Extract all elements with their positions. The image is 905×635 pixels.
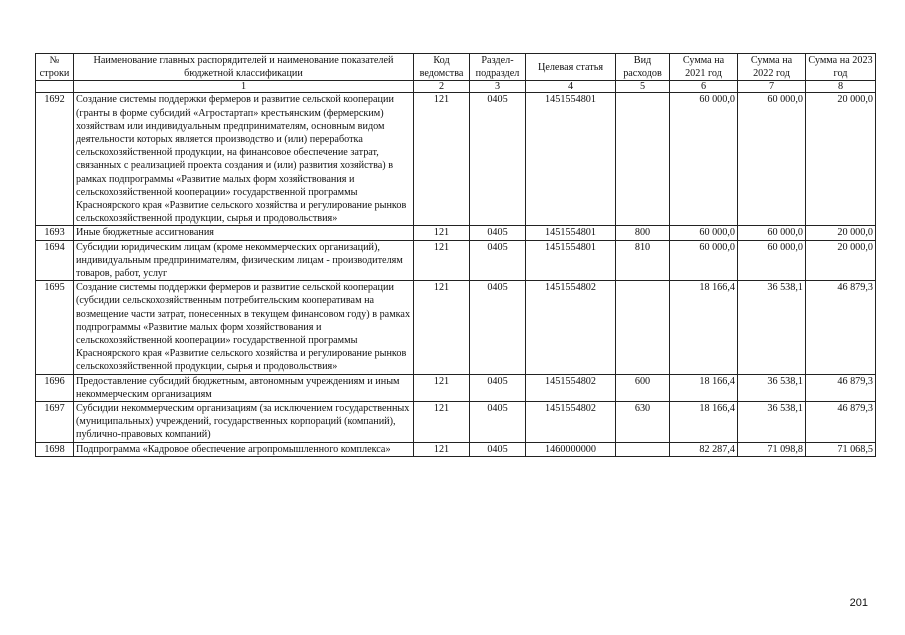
row-number: 1693 (36, 226, 74, 240)
row-name: Субсидии юридическим лицам (кроме некоммерческих организаций), индивидуальным предпринимателям, физическим лицам - производителям товаров, работ, услуг (74, 240, 414, 281)
row-expense-type: 600 (616, 374, 670, 401)
row-sum-2022: 71 098,8 (738, 442, 806, 456)
row-sum-2022: 60 000,0 (738, 93, 806, 226)
row-dept-code: 121 (414, 93, 470, 226)
row-dept-code: 121 (414, 281, 470, 374)
row-sum-2023: 46 879,3 (806, 402, 876, 443)
row-name: Создание системы поддержки фермеров и развитие сельской кооперации (субсидии сельскохозяйственным потребительским кооперативам на возмещение части затрат, понесенных в текущем финансовом году) в рамках подпрограммы «Развитие малых форм хозяйствования и сельскохозяйственной кооперации» государственной программы Красноярского края «Развитие сельского хозяйства и регулирование рынков сельскохозяйственной продукции, сырья и продовольствия» (74, 281, 414, 374)
table-row (36, 442, 876, 456)
row-sum-2021: 60 000,0 (670, 240, 738, 281)
row-sum-2023: 71 068,5 (806, 442, 876, 456)
row-number: 1696 (36, 374, 74, 401)
header-sum-2023: Сумма на 2023 год (806, 54, 876, 81)
row-section: 0405 (470, 226, 526, 240)
row-dept-code: 121 (414, 374, 470, 401)
header-sum-2022: Сумма на 2022 год (738, 54, 806, 81)
table-body (36, 93, 876, 456)
row-target-article: 1451554801 (526, 93, 616, 226)
column-number: 1 (74, 81, 414, 93)
column-number (36, 81, 74, 93)
row-sum-2023: 20 000,0 (806, 240, 876, 281)
column-number: 8 (806, 81, 876, 93)
table-row (36, 93, 876, 226)
row-sum-2023: 20 000,0 (806, 226, 876, 240)
row-section: 0405 (470, 93, 526, 226)
row-section: 0405 (470, 374, 526, 401)
row-sum-2021: 60 000,0 (670, 226, 738, 240)
header-section: Раздел-подраздел (470, 54, 526, 81)
row-target-article: 1451554801 (526, 240, 616, 281)
row-number: 1695 (36, 281, 74, 374)
row-expense-type: 800 (616, 226, 670, 240)
row-target-article: 1451554802 (526, 281, 616, 374)
row-dept-code: 121 (414, 226, 470, 240)
row-number: 1698 (36, 442, 74, 456)
row-sum-2023: 46 879,3 (806, 281, 876, 374)
row-dept-code: 121 (414, 442, 470, 456)
row-section: 0405 (470, 402, 526, 443)
row-target-article: 1451554802 (526, 374, 616, 401)
row-number: 1697 (36, 402, 74, 443)
row-sum-2022: 60 000,0 (738, 240, 806, 281)
header-row (36, 54, 876, 81)
row-number: 1694 (36, 240, 74, 281)
table-row (36, 402, 876, 443)
row-sum-2021: 60 000,0 (670, 93, 738, 226)
row-sum-2023: 20 000,0 (806, 93, 876, 226)
row-expense-type (616, 93, 670, 226)
column-number-row (36, 81, 876, 93)
row-dept-code: 121 (414, 402, 470, 443)
table-row (36, 374, 876, 401)
row-name: Подпрограмма «Кадровое обеспечение агропромышленного комплекса» (74, 442, 414, 456)
table-header (36, 54, 876, 93)
header-dept-code: Код ведомства (414, 54, 470, 81)
budget-table (35, 53, 876, 457)
row-target-article: 1460000000 (526, 442, 616, 456)
row-sum-2021: 82 287,4 (670, 442, 738, 456)
row-name: Предоставление субсидий бюджетным, автономным учреждениям и иным некоммерческим организациям (74, 374, 414, 401)
header-name: Наименование главных распорядителей и наименование показателей бюджетной классификации (74, 54, 414, 81)
row-target-article: 1451554802 (526, 402, 616, 443)
row-name: Субсидии некоммерческим организациям (за исключением государственных (муниципальных) учреждений, государственных корпораций (компаний), публично-правовых компаний) (74, 402, 414, 443)
column-number: 6 (670, 81, 738, 93)
header-target-article: Целевая статья (526, 54, 616, 81)
column-number: 4 (526, 81, 616, 93)
column-number: 2 (414, 81, 470, 93)
row-name: Иные бюджетные ассигнования (74, 226, 414, 240)
row-sum-2021: 18 166,4 (670, 281, 738, 374)
table-row (36, 240, 876, 281)
row-target-article: 1451554801 (526, 226, 616, 240)
header-expense-type: Вид расходов (616, 54, 670, 81)
column-number: 7 (738, 81, 806, 93)
column-number: 3 (470, 81, 526, 93)
row-sum-2023: 46 879,3 (806, 374, 876, 401)
header-sum-2021: Сумма на 2021 год (670, 54, 738, 81)
row-number: 1692 (36, 93, 74, 226)
page-number: 201 (849, 597, 868, 609)
row-sum-2022: 36 538,1 (738, 281, 806, 374)
row-sum-2021: 18 166,4 (670, 374, 738, 401)
row-section: 0405 (470, 442, 526, 456)
row-sum-2021: 18 166,4 (670, 402, 738, 443)
row-section: 0405 (470, 240, 526, 281)
row-expense-type (616, 442, 670, 456)
row-dept-code: 121 (414, 240, 470, 281)
column-number: 5 (616, 81, 670, 93)
row-name: Создание системы поддержки фермеров и развитие сельской кооперации (гранты в форме субсидий «Агростартап» крестьянским (фермерским) хозяйствам или индивидуальным предпринимателям, основным видом деятельности которых является производство и (или) переработка сельскохозяйственной продукции, на финансовое обеспечение затрат, связанных с реализацией проекта создания и (или) развития хозяйства) в рамках подпрограммы «Развитие малых форм хозяйствования и сельскохозяйственной кооперации» государственной программы Красноярского края «Развитие сельского хозяйства и регулирование рынков сельскохозяйственной продукции, сырья и продовольствия» (74, 93, 414, 226)
row-sum-2022: 60 000,0 (738, 226, 806, 240)
row-sum-2022: 36 538,1 (738, 402, 806, 443)
row-section: 0405 (470, 281, 526, 374)
row-sum-2022: 36 538,1 (738, 374, 806, 401)
header-row-number: № строки (36, 54, 74, 81)
table-row (36, 281, 876, 374)
row-expense-type (616, 281, 670, 374)
row-expense-type: 810 (616, 240, 670, 281)
table-row (36, 226, 876, 240)
row-expense-type: 630 (616, 402, 670, 443)
